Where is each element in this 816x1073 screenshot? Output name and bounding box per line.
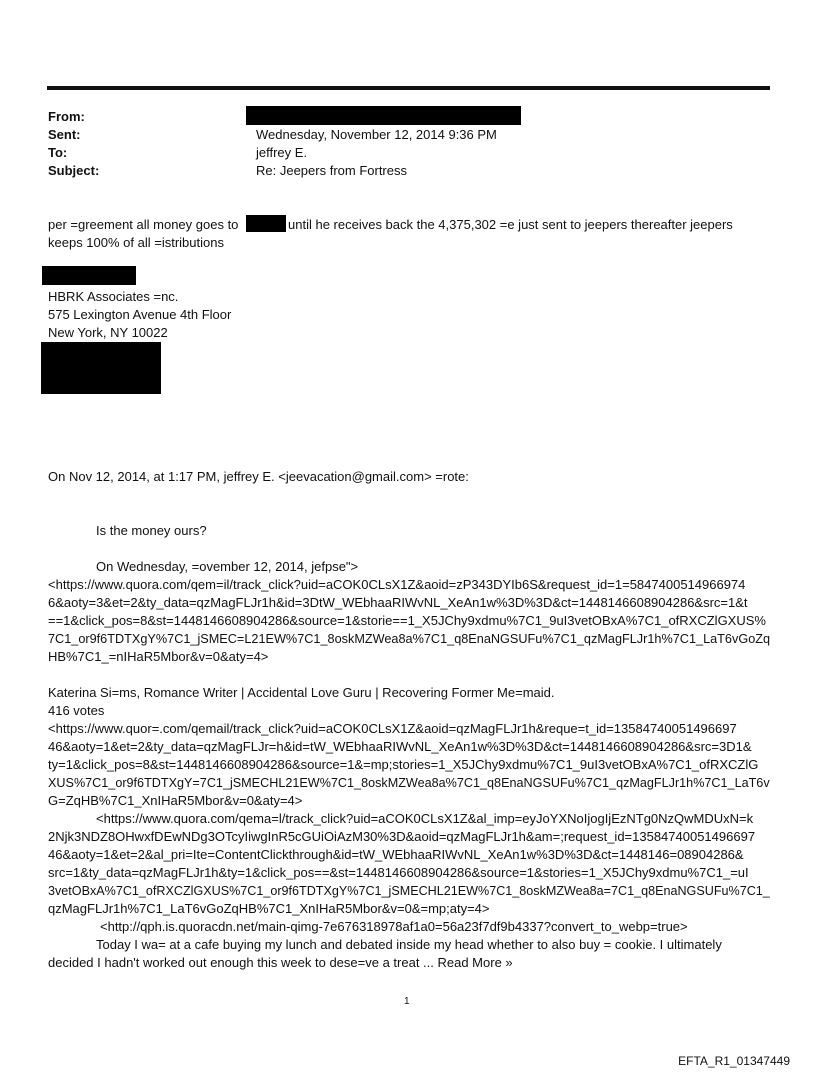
header-rule [47, 86, 770, 90]
link-line: ==1&click_pos=8&st=1448146608904286&source=1&storie==1_X5JChy9xdmu%7C1_9uI3vetOBxA%7C1_ofRXCZlGXUS% [48, 613, 766, 628]
link-line: 7C1_or9f6TDTXgY%7C1_jSMEC=L21EW%7C1_8oskMZWea8a%7C1_q8EnaNGSUFu%7C1_qzMagFLJr1h%7C1_LaT6vGoZq [48, 631, 771, 646]
link-line: HB%7C1_=nIHaR5Mbor&v=0&aty=4> [48, 649, 269, 664]
author-line: Katerina Si=ms, Romance Writer | Accidental Love Guru | Recovering Former Me=maid. [48, 685, 555, 700]
link-line: 2Njk3NDZ8OHwxfDEwNDg3OTcyIiwgInR5cGUiOiAzM30%3D&aoid=qzMagFLJr1h&am=;request_id=13584740051496697 [48, 829, 756, 844]
story-line-1: Today I wa= at a cafe buying my lunch and debated inside my head whether to also buy = cookie. I ultimately [96, 937, 722, 952]
question-line: Is the money ours? [96, 523, 207, 538]
quote-intro: On Nov 12, 2014, at 1:17 PM, jeffrey E. <jeevacation@gmail.com> =rote: [48, 469, 469, 484]
votes-line: 416 votes [48, 703, 105, 718]
link-line: 3vetOBxA%7C1_ofRXCZlGXUS%7C1_or9f6TDTXgY%7C1_jSMECHL21EW%7C1_8oskMZWea8a=7C1_q8EnaNGSUFu%7C1_ [48, 883, 770, 898]
link-line: qzMagFLJr1h%7C1_LaT6vGoZqHB%7C1_XnIHaR5Mbor&v=0&=mp;aty=4> [48, 901, 490, 916]
link-line: XUS%7C1_or9f6TDTXgY=7C1_jSMECHL21EW%7C1_8oskMZWea8a%7C1_q8EnaNGSUFu%7C1_qzMagFLJr1h%7C1_LaT6v [48, 775, 770, 790]
redacted-signature-block [41, 342, 161, 394]
body-line-2: keeps 100% of all =istributions [48, 235, 224, 250]
body-line-1b: until he receives back the 4,375,302 =e just sent to jeepers thereafter jeepers [288, 217, 733, 232]
signature-company: HBRK Associates =nc. [48, 289, 179, 304]
from-label: From: [48, 109, 85, 124]
page-number: 1 [404, 996, 410, 1007]
link-line: G=ZqHB%7C1_XnIHaR5Mbor&v=0&aty=4> [48, 793, 303, 808]
subject-value: Re: Jeepers from Fortress [256, 163, 407, 178]
link-line: 6&aoty=3&et=2&ty_data=qzMagFLJr1h&id=3DtW_WEbhaaRIWvNL_XeAn1w%3D%3D&ct=1448146608904286&src=1&t [48, 595, 748, 610]
link-line: src=1&ty_data=qzMagFLJr1h&ty=1&click_pos==&st=1448146608904286&source=1&stories=1_X5JChy9xdmu%7C1_=uI [48, 865, 749, 880]
redacted-name [246, 215, 286, 232]
document-id: EFTA_R1_01347449 [678, 1054, 790, 1068]
to-value: jeffrey E. [256, 145, 308, 160]
link-line: ty=1&click_pos=8&st=1448146608904286&source=1&=mp;stories=1_X5JChy9xdmu%7C1_9uI3vetOBxA%7C1_ofRXCZlG [48, 757, 759, 772]
link-line: 46&aoty=1&et=2&al_pri=Ite=ContentClickthrough&id=tW_WEbhaaRIWvNL_XeAn1w%3D%3D&ct=1448146=08904286& [48, 847, 744, 862]
signature-address: 575 Lexington Avenue 4th Floor [48, 307, 232, 322]
redacted-signature-name [42, 266, 136, 285]
link-line: <https://www.quora.com/qema=l/track_click?uid=aCOK0CLsX1Z&al_imp=eyJoYXNoIjogIjEzNTg0NzQwMDUxN=k [96, 811, 754, 826]
body-line-1a: per =greement all money goes to [48, 217, 239, 232]
link-line: <https://www.quora.com/qem=il/track_click?uid=aCOK0CLsX1Z&aoid=zP343DYIb6S&request_id=1=5847400514966974 [48, 577, 746, 592]
redacted-sender [246, 106, 521, 125]
to-label: To: [48, 145, 68, 160]
subject-label: Subject: [48, 163, 100, 178]
link-line: <https://www.quor=.com/qemail/track_click?uid=aCOK0CLsX1Z&aoid=qzMagFLJr1h&reque=t_id=13584740051496697 [48, 721, 737, 736]
sent-label: Sent: [48, 127, 81, 142]
signature-city: New York, NY 10022 [48, 325, 168, 340]
story-line-2: decided I hadn't worked out enough this week to dese=ve a treat ... Read More » [48, 955, 513, 970]
image-link-line: <http://qph.is.quoracdn.net/main-qimg-7e676318978af1a0=56a23f7df9b4337?convert_to_webp=true> [100, 919, 688, 934]
link-line: 46&aoty=1&et=2&ty_data=qzMagFLJr=h&id=tW_WEbhaaRIWvNL_XeAn1w%3D%3D&ct=1448146608904286&src=3D1& [48, 739, 752, 754]
sent-value: Wednesday, November 12, 2014 9:36 PM [256, 127, 497, 142]
on-wednesday-line: On Wednesday, =ovember 12, 2014, jefpse"> [96, 559, 359, 574]
